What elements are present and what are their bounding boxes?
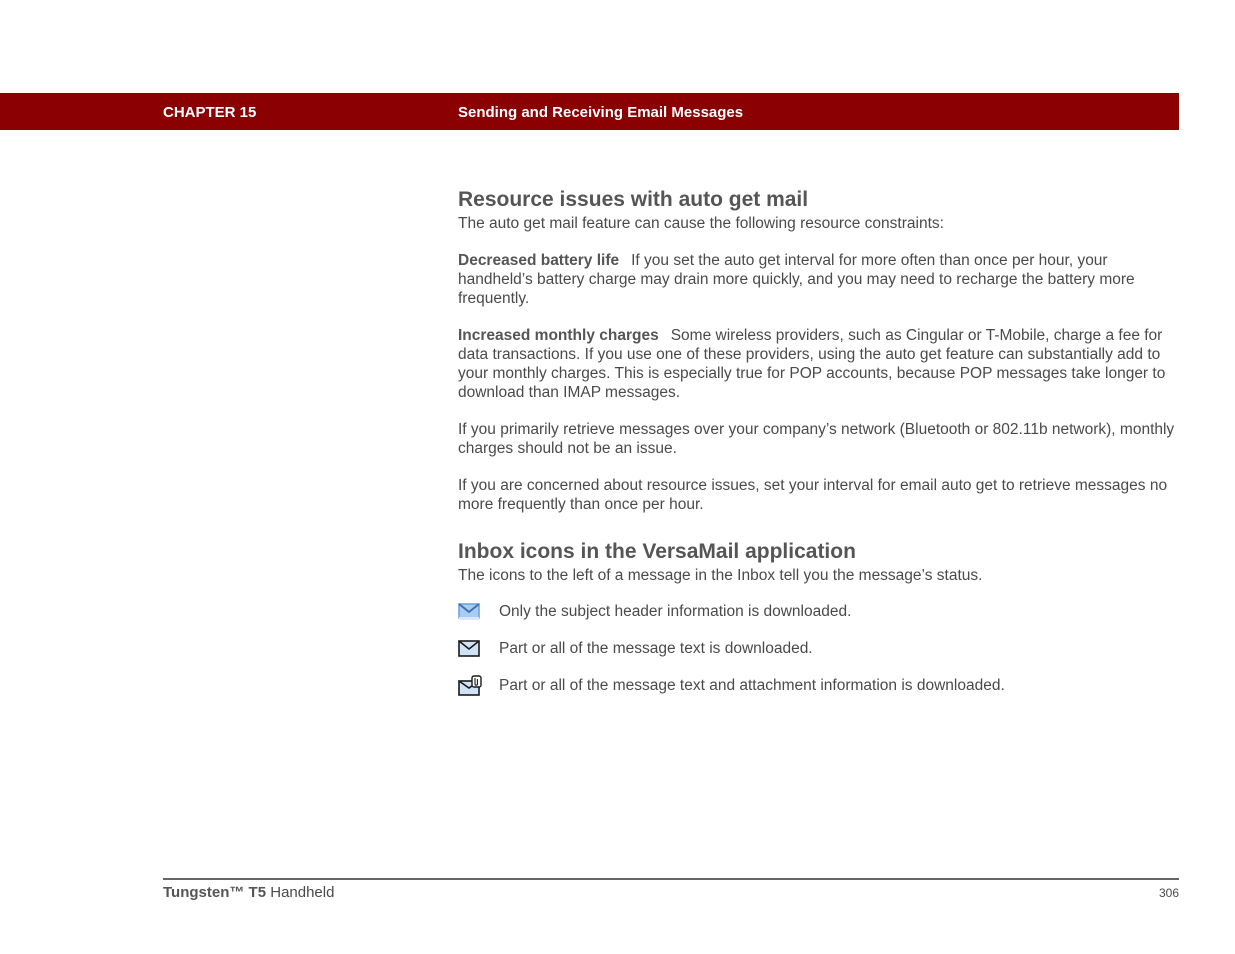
icon-description: Only the subject header information is downloaded.: [499, 603, 852, 620]
section-heading-inbox-icons: Inbox icons in the VersaMail application: [458, 540, 856, 563]
section-intro-icons: The icons to the left of a message in the Inbox tell you the message’s status.: [458, 567, 983, 584]
paragraph-charges: [458, 326, 1179, 402]
list-item: [458, 667, 1179, 704]
envelope-header-icon: [458, 603, 499, 621]
icon-description: Part or all of the message text and attachment information is downloaded.: [499, 677, 1005, 694]
paragraph-interval: If you are concerned about resource issues, set your interval for email auto get to retrieve messages no more frequently than once per hour.: [458, 477, 1168, 513]
chapter-title: Sending and Receiving Email Messages: [458, 104, 744, 121]
lead-charges: Increased monthly charges: [458, 327, 659, 344]
paragraph-network: If you primarily retrieve messages over your company’s network (Bluetooth or 802.11b network), monthly charges should not be an issue.: [458, 421, 1175, 457]
text-charges: Some wireless providers, such as Cingular or T-Mobile, charge a fee for data transactions. If you use one of these providers, using the auto get feature can substantially add to your monthly charges. This is especially true for POP accounts, because POP messages take longer to download than IMAP messages.: [458, 327, 1166, 401]
icon-description: Part or all of the message text is downloaded.: [499, 640, 813, 657]
chapter-banner: [0, 93, 1179, 130]
footer-product: [163, 884, 334, 901]
envelope-text-icon: [458, 640, 499, 658]
main-content: [458, 186, 1179, 704]
section-heading-resource-issues: Resource issues with auto get mail: [458, 188, 809, 211]
page-number: 306: [1158, 886, 1179, 900]
section-intro: The auto get mail feature can cause the following resource constraints:: [458, 215, 944, 232]
footer-divider: [163, 878, 1179, 880]
list-item: [458, 593, 1179, 630]
list-item: [458, 630, 1179, 667]
chapter-label: CHAPTER 15: [163, 104, 257, 121]
lead-battery: Decreased battery life: [458, 252, 620, 269]
text-battery: If you set the auto get interval for more often than once per hour, your handheld’s battery charge may drain more quickly, and you may need to recharge the battery more frequently.: [458, 252, 1135, 307]
paragraph-battery: [458, 251, 1179, 308]
footer-product-name: Tungsten™ T5: [163, 884, 267, 901]
envelope-attachment-icon: [458, 675, 499, 697]
footer-product-suffix: Handheld: [266, 884, 335, 901]
